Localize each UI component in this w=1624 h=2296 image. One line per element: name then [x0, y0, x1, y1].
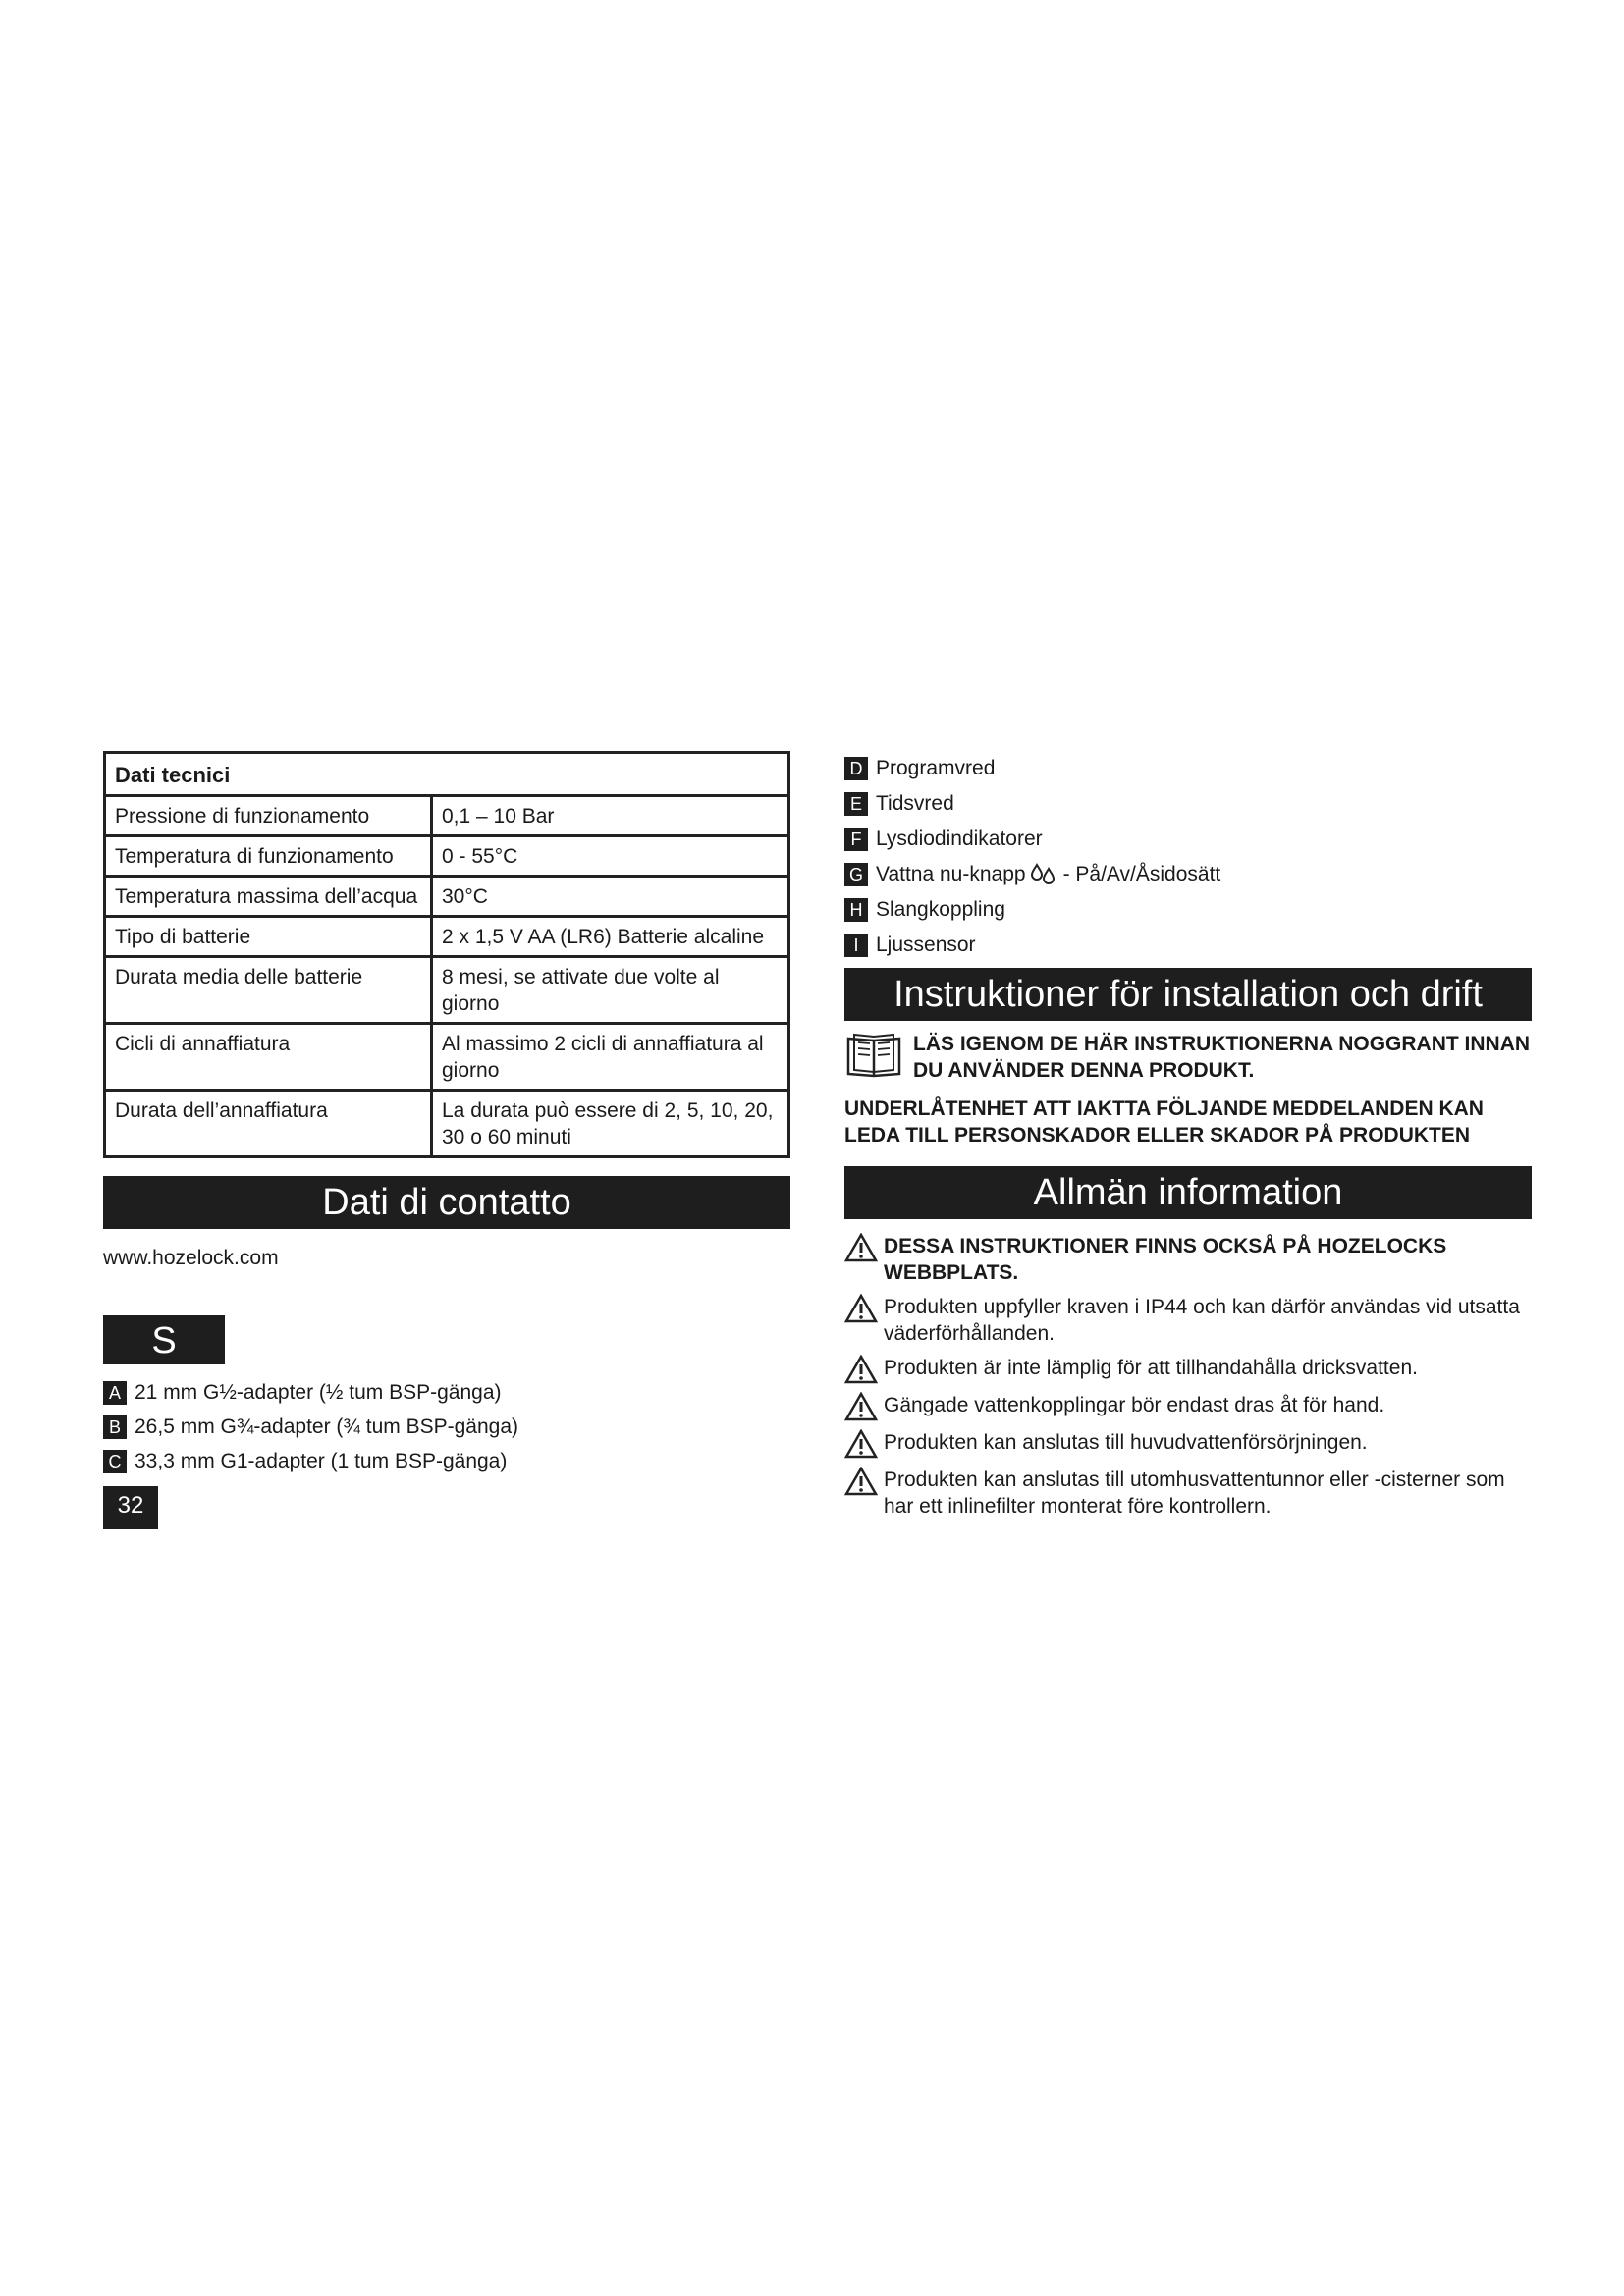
row-label: Durata dell’annaffiatura	[105, 1091, 432, 1157]
table-row	[105, 917, 789, 957]
row-label: Temperatura di funzionamento	[105, 836, 432, 877]
warning-icon	[844, 1233, 878, 1262]
language-badge: S	[103, 1315, 225, 1364]
part-text: Programvred	[876, 757, 996, 779]
list-item	[844, 933, 1532, 958]
row-label: Pressione di funzionamento	[105, 796, 432, 836]
note-item	[844, 1392, 1532, 1421]
row-value: 2 x 1,5 V AA (LR6) Batterie alcaline	[432, 917, 789, 957]
part-letter: D	[844, 757, 868, 780]
list-item	[103, 1380, 790, 1406]
part-letter: I	[844, 934, 868, 957]
part-text: Ljussensor	[876, 934, 976, 956]
row-value: 0 - 55°C	[432, 836, 789, 877]
note-text: DESSA INSTRUKTIONER FINNS OCKSÅ PÅ HOZELOCKS WEBBPLATS.	[884, 1235, 1447, 1284]
contact-heading: Dati di contatto	[103, 1176, 790, 1229]
part-text: - På/Av/Åsidosätt	[1062, 863, 1221, 885]
row-label: Tipo di batterie	[105, 917, 432, 957]
note-item	[844, 1355, 1532, 1384]
note-item	[844, 1233, 1532, 1286]
row-value: La durata può essere di 2, 5, 10, 20, 30 o 60 minuti	[432, 1091, 789, 1157]
page-number: 32	[103, 1486, 158, 1529]
part-text: 26,5 mm G¾-adapter (¾ tum BSP-gänga)	[135, 1415, 519, 1438]
row-label: Durata media delle batterie	[105, 957, 432, 1024]
list-item	[103, 1415, 790, 1440]
part-text: Vattna nu-knapp	[876, 863, 1026, 885]
table-row	[105, 877, 789, 917]
list-item	[844, 827, 1532, 852]
row-label: Cicli di annaffiatura	[105, 1024, 432, 1091]
warning-icon	[844, 1467, 878, 1496]
part-letter: H	[844, 898, 868, 922]
note-item	[844, 1429, 1532, 1459]
list-item	[844, 791, 1532, 817]
warning-icon	[844, 1294, 878, 1323]
general-notes	[844, 1233, 1532, 1520]
part-text: Tidsvred	[876, 792, 954, 815]
right-column	[844, 756, 1532, 1527]
read-notice	[844, 1031, 1532, 1084]
table-header-row	[105, 753, 789, 796]
list-item	[103, 1449, 790, 1474]
part-text: 33,3 mm G1-adapter (1 tum BSP-gänga)	[135, 1450, 508, 1472]
table-row	[105, 796, 789, 836]
row-value: 0,1 – 10 Bar	[432, 796, 789, 836]
note-text: Produkten uppfyller kraven i IP44 och kan därför användas vid utsatta väderförhållanden.	[884, 1296, 1520, 1345]
row-value: 30°C	[432, 877, 789, 917]
part-letter: A	[103, 1381, 127, 1405]
left-column	[103, 751, 790, 1529]
read-notice-text: LÄS IGENOM DE HÄR INSTRUKTIONERNA NOGGRANT INNAN DU ANVÄNDER DENNA PRODUKT.	[913, 1033, 1531, 1082]
part-letter: B	[103, 1415, 127, 1439]
row-value: 8 mesi, se attivate due volte al giorno	[432, 957, 789, 1024]
part-text: 21 mm G½-adapter (½ tum BSP-gänga)	[135, 1381, 502, 1404]
part-letter: C	[103, 1450, 127, 1473]
parts-list-left	[103, 1380, 790, 1474]
table-row	[105, 1024, 789, 1091]
list-item	[844, 897, 1532, 923]
part-text: Lysdiodindikatorer	[876, 828, 1043, 850]
table-title: Dati tecnici	[105, 753, 789, 796]
row-value: Al massimo 2 cicli di annaffiatura al giorno	[432, 1024, 789, 1091]
table-row	[105, 836, 789, 877]
note-text: Gängade vattenkopplingar bör endast dras åt för hand.	[884, 1394, 1385, 1416]
part-letter: G	[844, 863, 868, 886]
book-icon	[844, 1031, 903, 1080]
warning-icon	[844, 1392, 878, 1421]
note-text: Produkten kan anslutas till huvudvattenförsörjningen.	[884, 1431, 1368, 1454]
general-heading: Allmän information	[844, 1166, 1532, 1219]
part-letter: E	[844, 792, 868, 816]
tech-specs-table	[103, 751, 790, 1158]
parts-list-right	[844, 756, 1532, 958]
list-item	[844, 756, 1532, 781]
warning-icon	[844, 1429, 878, 1459]
part-letter: F	[844, 828, 868, 851]
table-row	[105, 1091, 789, 1157]
note-text: Produkten är inte lämplig för att tillhandahålla dricksvatten.	[884, 1357, 1418, 1379]
injury-warning: UNDERLÅTENHET ATT IAKTTA FÖLJANDE MEDDELANDEN KAN LEDA TILL PERSONSKADOR ELLER SKADOR PÅ PRODUKTEN	[844, 1097, 1484, 1147]
water-drop-icon	[1030, 863, 1057, 886]
note-item	[844, 1467, 1532, 1520]
row-label: Temperatura massima dell’acqua	[105, 877, 432, 917]
list-item	[844, 862, 1532, 887]
website-link[interactable]: www.hozelock.com	[103, 1247, 279, 1269]
note-item	[844, 1294, 1532, 1347]
instructions-heading: Instruktioner för installation och drift	[844, 968, 1532, 1021]
note-text: Produkten kan anslutas till utomhusvattentunnor eller -cisterner som har ett inlinefilter monterat före kontrollern.	[884, 1468, 1505, 1518]
part-text: Slangkoppling	[876, 898, 1005, 921]
warning-icon	[844, 1355, 878, 1384]
table-row	[105, 957, 789, 1024]
